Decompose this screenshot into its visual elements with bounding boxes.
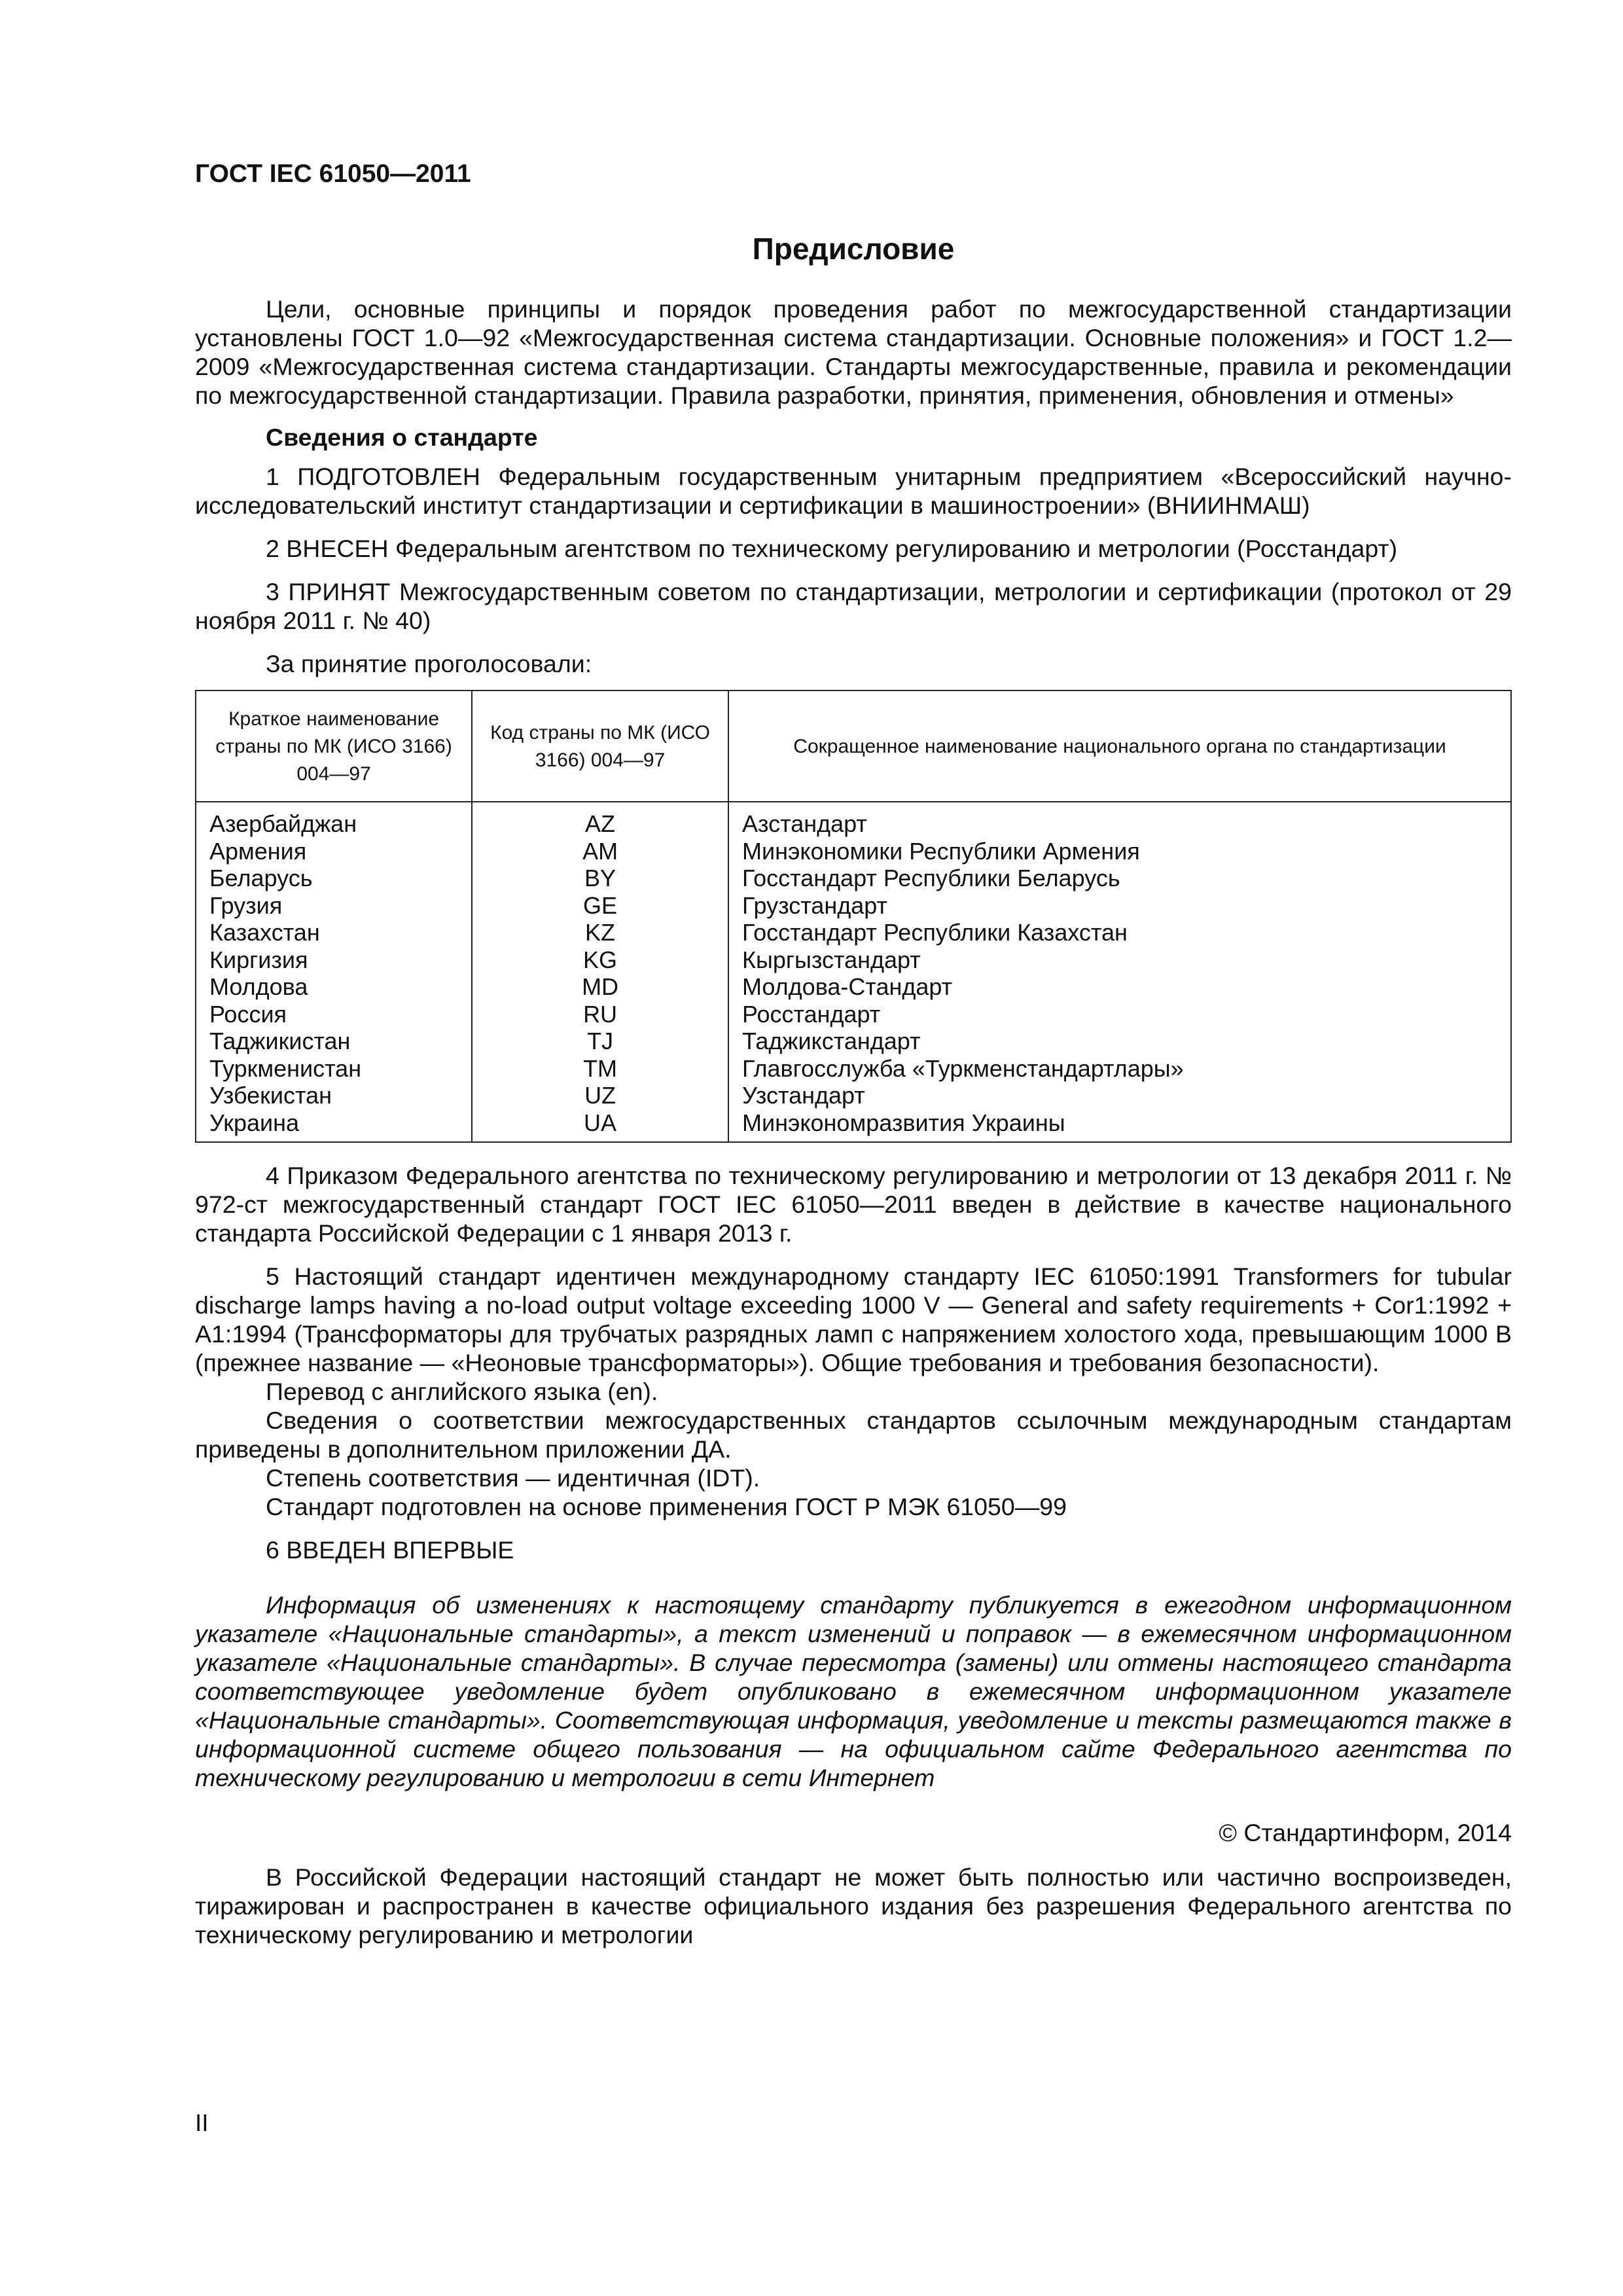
page-number: II: [195, 2109, 209, 2136]
table-row: [196, 1082, 1511, 1109]
column-header-organ: Сокращенное наименование национального органа по стандартизации: [728, 691, 1511, 802]
cell-code: KG: [472, 946, 728, 974]
cell-organ: Грузстандарт: [728, 892, 1511, 920]
cell-code: GE: [472, 892, 728, 920]
cell-country: Россия: [196, 1001, 472, 1028]
conformity-note: Степень соответствия — идентичная (IDT).: [266, 1464, 760, 1492]
cell-organ: Госстандарт Республики Казахстан: [728, 919, 1511, 946]
cell-country: Украина: [196, 1109, 472, 1143]
item-6-paragraph: 6 ВВЕДЕН ВПЕРВЫЕ: [266, 1536, 514, 1564]
table-row: [196, 946, 1511, 974]
cell-country: Грузия: [196, 892, 472, 920]
cell-organ: Молдова-Стандарт: [728, 973, 1511, 1001]
cell-country: Таджикистан: [196, 1028, 472, 1055]
cell-organ: Росстандарт: [728, 1001, 1511, 1028]
cell-code: KZ: [472, 919, 728, 946]
column-header-country: Краткое наименование страны по МК (ИСО 3166) 004—97: [196, 691, 472, 802]
cell-country: Казахстан: [196, 919, 472, 946]
item-5-paragraph: 5 Настоящий стандарт идентичен международному стандарту IEC 61050:1991 Transformers for tubular discharge lamps having a no-load output voltage exceeding 1000 V — General and safety requirements + Cor1:1992 + A1:1994 (Трансформаторы для трубчатых разрядных ламп с напряжением холостого хода, превышающим 1000 В (прежнее название — «Неоновые трансформаторы»). Общие требования и требования безопасности).: [195, 1263, 1512, 1376]
table-row: [196, 838, 1511, 865]
table-row: [196, 1001, 1511, 1028]
copyright: © Стандартинформ, 2014: [1219, 1819, 1512, 1846]
references-note: Сведения о соответствии межгосударственных стандартов ссылочным международным стандартам приведены в дополнительном приложении ДА.: [195, 1407, 1512, 1463]
item-3-paragraph: 3 ПРИНЯТ Межгосударственным советом по стандартизации, метрологии и сертификации (протокол от 29 ноября 2011 г. № 40): [195, 578, 1512, 634]
cell-country: Беларусь: [196, 865, 472, 892]
table-row: [196, 1028, 1511, 1055]
cell-code: MD: [472, 973, 728, 1001]
intro-paragraph: Цели, основные принципы и порядок проведения работ по межгосударственной стандартизации установлены ГОСТ 1.0—92 «Межгосударственная система стандартизации. Основные положения» и ГОСТ 1.2—2009 «Межгосударственная система стандартизации. Стандарты межгосударственные, правила и рекомендации по межгосударственной стандартизации. Правила разработки, принятия, применения, обновления и отмены»: [195, 295, 1512, 409]
document-code: ГОСТ IEC 61050—2011: [195, 160, 471, 188]
cell-code: UA: [472, 1109, 728, 1143]
cell-organ: Азстандарт: [728, 802, 1511, 838]
item-2-paragraph: 2 ВНЕСЕН Федеральным агентством по техническому регулированию и метрологии (Росстандарт): [266, 535, 1398, 562]
column-header-code: Код страны по МК (ИСО 3166) 004—97: [472, 691, 728, 802]
cell-country: Киргизия: [196, 946, 472, 974]
cell-organ: Кыргызстандарт: [728, 946, 1511, 974]
cell-country: Молдова: [196, 973, 472, 1001]
cell-country: Узбекистан: [196, 1082, 472, 1109]
table-row: [196, 892, 1511, 920]
translation-note: Перевод с английского языка (en).: [266, 1378, 658, 1405]
rights-notice: В Российской Федерации настоящий стандарт не может быть полностью или частично воспроизведен, тиражирован и распространен в качестве официального издания без разрешения Федерального агентства по техническому регулированию и метрологии: [195, 1863, 1512, 1948]
cell-country: Туркменистан: [196, 1055, 472, 1083]
table-row: [196, 973, 1511, 1001]
cell-organ: Госстандарт Республики Беларусь: [728, 865, 1511, 892]
table-row: [196, 865, 1511, 892]
cell-code: UZ: [472, 1082, 728, 1109]
table-row: [196, 1109, 1511, 1143]
table-row: [196, 919, 1511, 946]
basis-note: Стандарт подготовлен на основе применения ГОСТ Р МЭК 61050—99: [266, 1493, 1067, 1520]
voting-table: [195, 690, 1512, 1143]
table-row: [196, 802, 1511, 838]
cell-country: Армения: [196, 838, 472, 865]
document-page: [195, 157, 1512, 1949]
section-subheading: Сведения о стандарте: [266, 423, 538, 451]
table-row: [196, 1055, 1511, 1083]
voted-label: За принятие проголосовали:: [266, 650, 592, 677]
cell-organ: Минэкономразвития Украины: [728, 1109, 1511, 1143]
info-notice: Информация об изменениях к настоящему стандарту публикуется в ежегодном информационном указателе «Национальные стандарты», а текст изменений и поправок — в ежемесячном информационном указателе «Национальные стандарты». В случае пересмотра (замены) или отмены настоящего стандарта соответствующее уведомление будет опубликовано в ежемесячном информационном указателе «Национальные стандарты». Соответствующая информация, уведомление и тексты размещаются также в информационной системе общего пользования — на официальном сайте Федерального агентства по техническому регулированию и метрологии в сети Интернет: [195, 1591, 1512, 1791]
table-body: [196, 802, 1511, 1142]
cell-code: RU: [472, 1001, 728, 1028]
item-4-paragraph: 4 Приказом Федерального агентства по техническому регулированию и метрологии от 13 декабря 2011 г. № 972-ст межгосударственный стандарт ГОСТ IEC 61050—2011 введен в действие в качестве национального стандарта Российской Федерации с 1 января 2013 г.: [195, 1162, 1512, 1247]
cell-code: TJ: [472, 1028, 728, 1055]
page-title: Предисловие: [752, 232, 955, 266]
table-header-row: [196, 691, 1511, 802]
cell-organ: Минэкономики Республики Армения: [728, 838, 1511, 865]
cell-code: AZ: [472, 802, 728, 838]
cell-code: TM: [472, 1055, 728, 1083]
cell-code: AM: [472, 838, 728, 865]
cell-code: BY: [472, 865, 728, 892]
info-notice-block: [195, 1590, 1512, 1792]
item-1-paragraph: 1 ПОДГОТОВЛЕН Федеральным государственным унитарным предприятием «Всероссийский научно-исследовательский институт стандартизации и сертификации в машиностроении» (ВНИИНМАШ): [195, 463, 1512, 519]
cell-organ: Таджикстандарт: [728, 1028, 1511, 1055]
cell-country: Азербайджан: [196, 802, 472, 838]
cell-organ: Узстандарт: [728, 1082, 1511, 1109]
cell-organ: Главгосслужба «Туркменстандартлары»: [728, 1055, 1511, 1083]
